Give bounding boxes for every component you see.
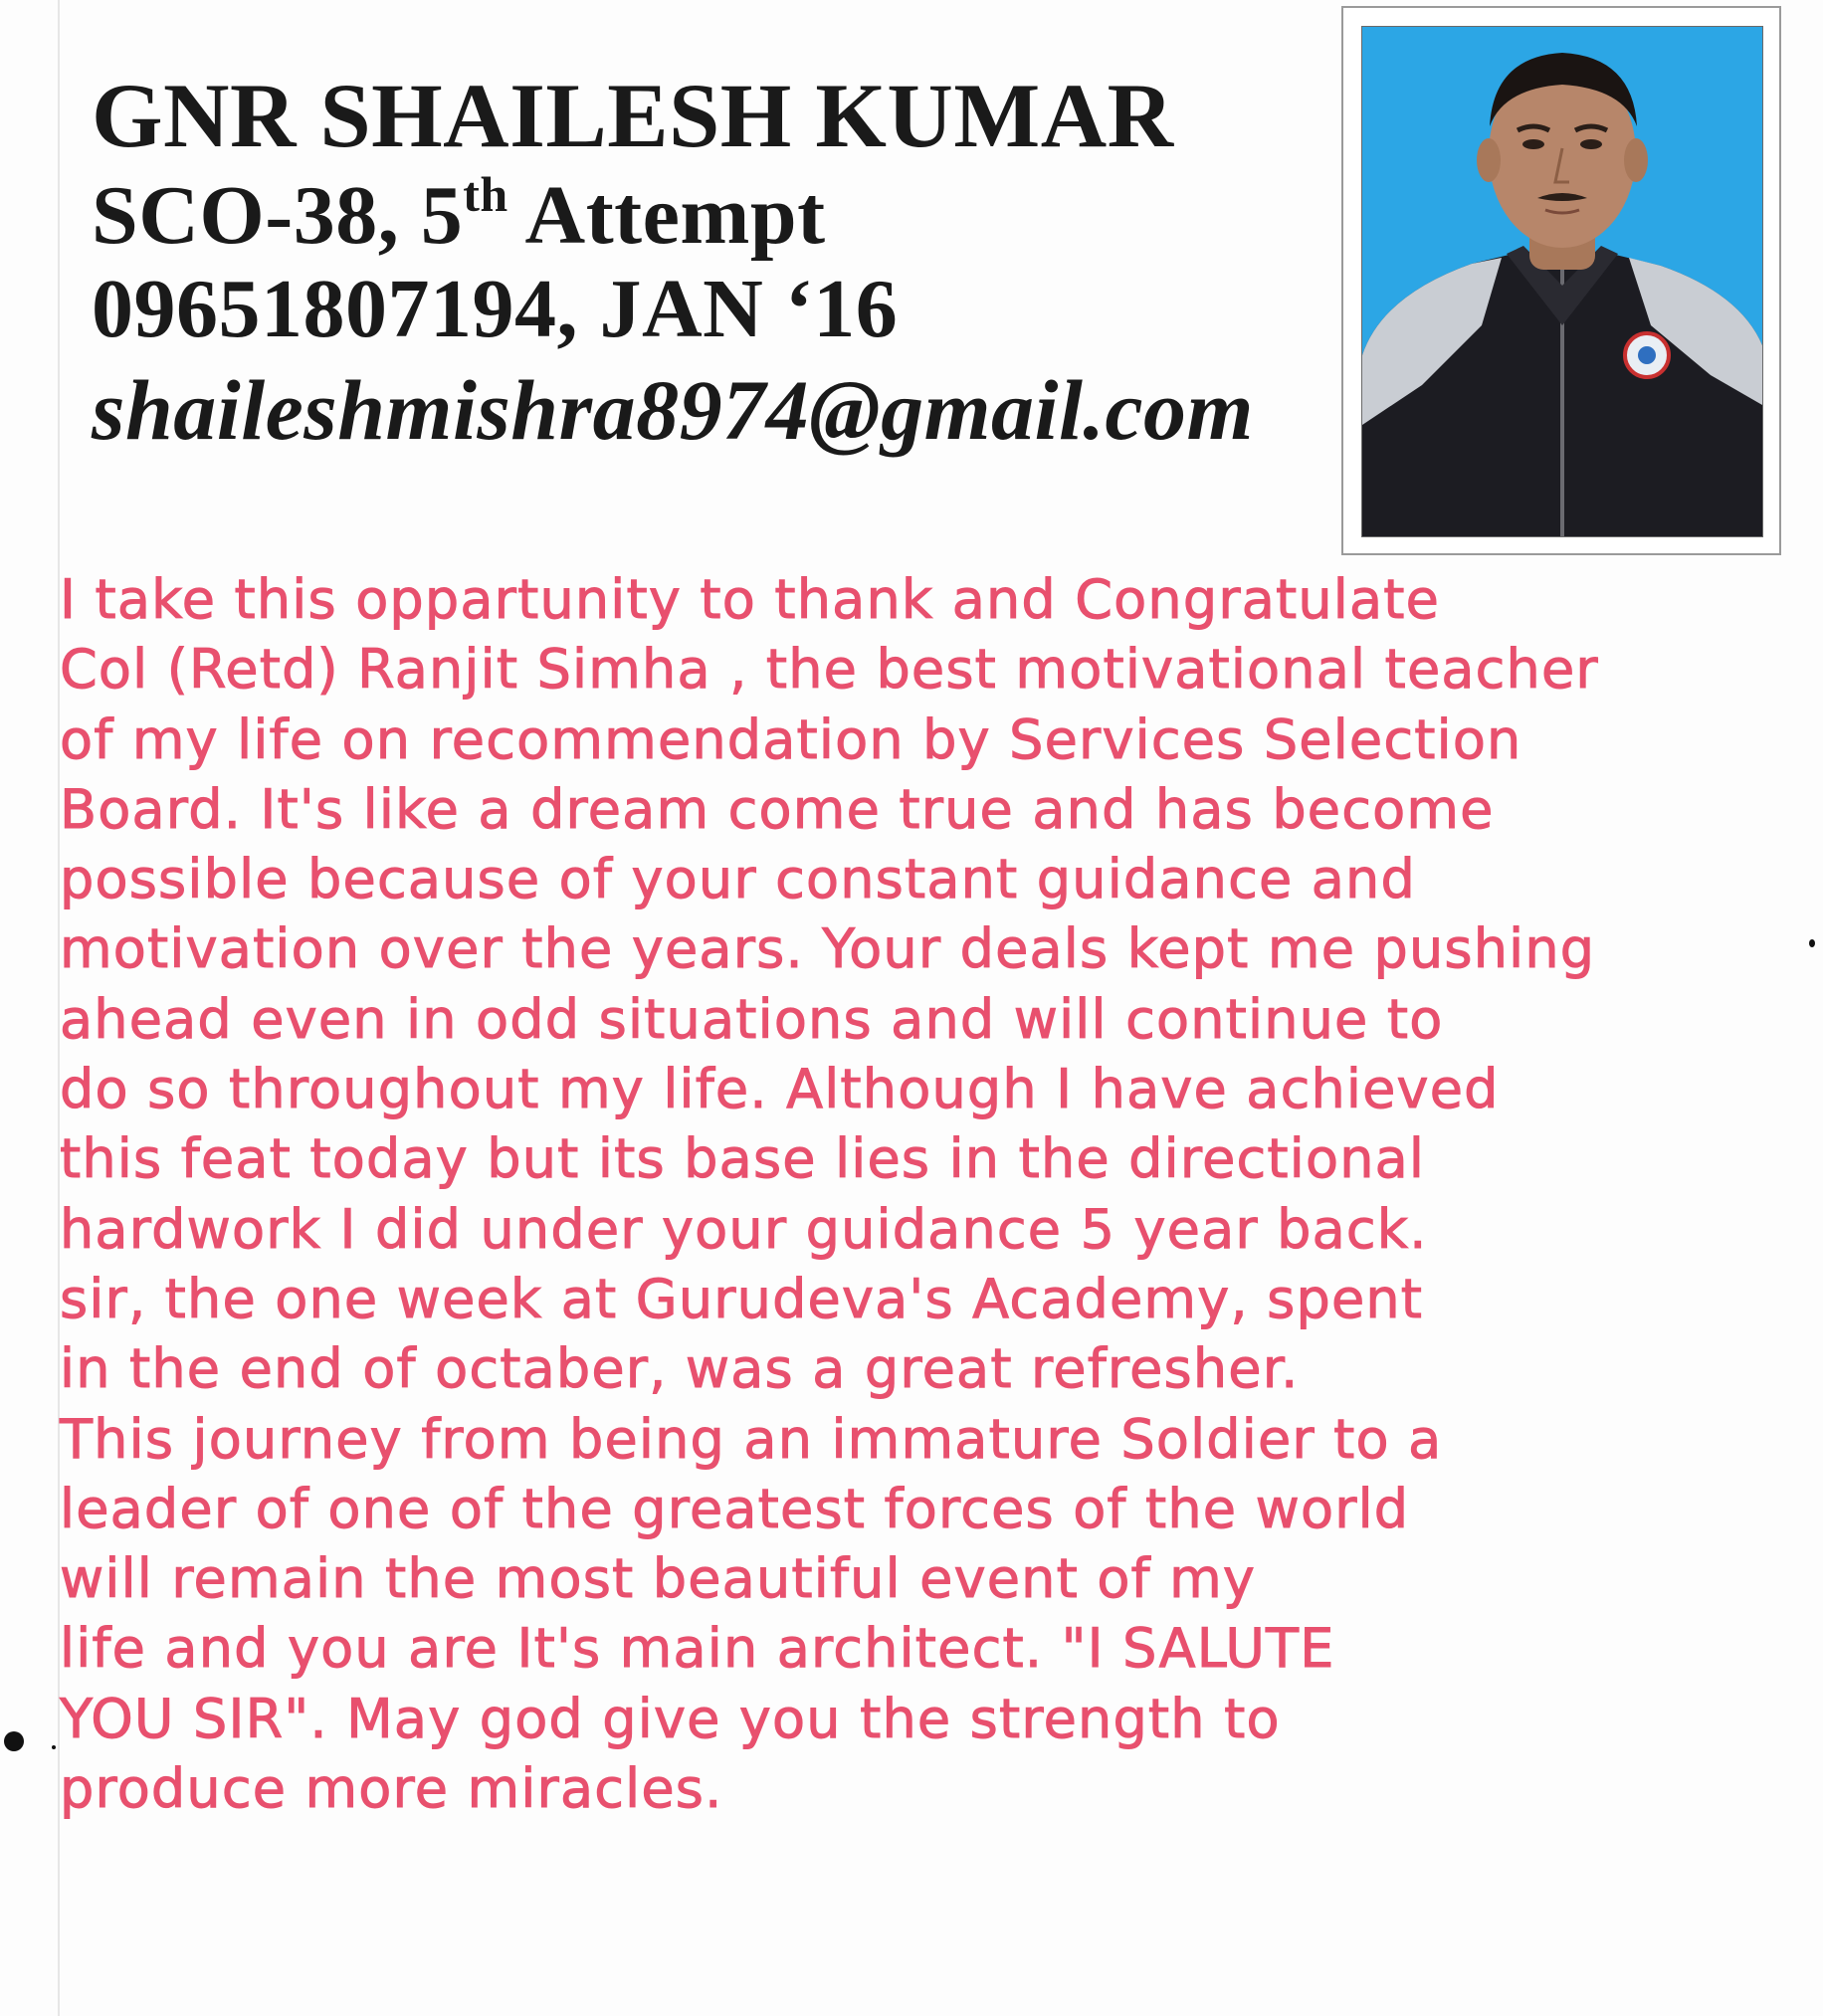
header-block <box>92 62 1325 462</box>
sco-attempt-line <box>92 166 1325 263</box>
email-address: shaileshmishra8974@gmail.com <box>92 362 1254 458</box>
letter-line: Board. It's like a dream come true and has become <box>60 777 1495 841</box>
letter-line: this feat today but its base lies in the directional <box>60 1127 1426 1191</box>
letter-line: This journey from being an immature Soldier to a <box>60 1407 1443 1471</box>
letter-line: hardwork I did under your guidance 5 year back. <box>60 1197 1428 1261</box>
letter-line: life and you are It's main architect. "I SALUTE <box>60 1617 1335 1681</box>
portrait-illustration <box>1362 27 1762 536</box>
letter-line: I take this oppartunity to thank and Congratulate <box>60 568 1441 631</box>
attempt-text: Attempt <box>507 169 826 262</box>
letter-line: will remain the most beautiful event of my <box>60 1547 1257 1611</box>
letter-line: in the end of octaber, was a great refresher. <box>60 1337 1300 1401</box>
letter-line: ahead even in odd situations and will continue to <box>60 987 1444 1051</box>
letter-line: leader of one of the greatest forces of the world <box>60 1477 1410 1540</box>
letter-line: motivation over the years. Your deals kept me pushing <box>60 917 1596 981</box>
letter-line: possible because of your constant guidance and <box>60 848 1416 911</box>
letter-line: do so throughout my life. Although I have achieved <box>60 1058 1500 1121</box>
ordinal-suffix: th <box>463 166 508 222</box>
margin-speck <box>52 1745 56 1749</box>
photo-frame <box>1341 6 1781 555</box>
margin-dot <box>4 1731 24 1751</box>
letter-line: produce more miracles. <box>60 1757 723 1821</box>
sco-text: SCO-38, 5 <box>92 169 464 262</box>
portrait-photo <box>1361 26 1763 537</box>
letter-line: YOU SIR". May god give you the strength to <box>60 1687 1281 1750</box>
letter-line: sir, the one week at Gurudeva's Academy, spent <box>60 1267 1424 1330</box>
letter-line: of my life on recommendation by Services Selection <box>60 707 1522 771</box>
letter-line: Col (Retd) Ranjit Simha , the best motivational teacher <box>60 638 1599 702</box>
candidate-name: GNR SHAILESH KUMAR <box>92 65 1174 166</box>
handwritten-letter <box>60 565 1791 1824</box>
phone-date-line: 09651807194, JAN ‘16 <box>92 263 899 355</box>
margin-speck <box>1809 939 1815 947</box>
